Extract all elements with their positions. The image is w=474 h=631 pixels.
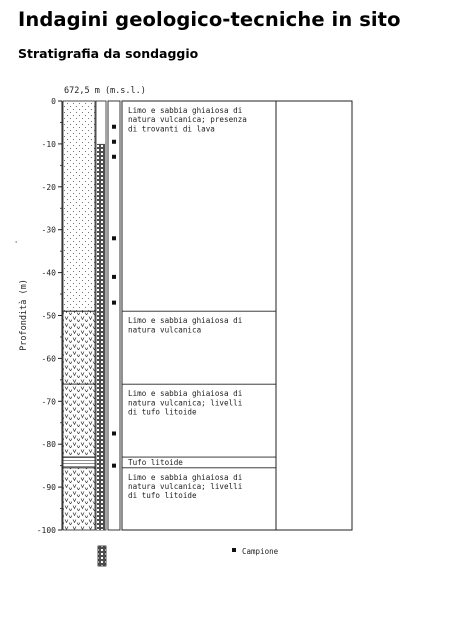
depth-tick-label: -100 — [36, 526, 56, 535]
lithology-column — [63, 101, 95, 530]
depth-tick-label: -60 — [41, 354, 56, 364]
sample-marker — [112, 464, 116, 468]
sample-marker — [112, 431, 116, 435]
samples-column — [108, 101, 120, 530]
sample-marker — [112, 140, 116, 144]
legend-sample-marker — [232, 548, 236, 552]
depth-tick-label: -40 — [41, 268, 56, 278]
depth-tick-label: -80 — [41, 440, 56, 450]
lithology-layer — [63, 468, 95, 530]
lithology-layer — [63, 101, 95, 311]
depth-axis-label: Profondità (m) — [19, 279, 29, 351]
lithology-description: Tufo litoide — [128, 458, 183, 468]
sample-marker — [112, 236, 116, 240]
depth-tick-label: -10 — [41, 139, 56, 149]
sample-marker — [112, 275, 116, 279]
lithology-description: Limo e sabbia ghiaiosa di natura vulcanica; livelli di tufo litoide — [128, 389, 243, 417]
piezometer-column — [96, 101, 106, 530]
legend-sample-label: Campione — [242, 547, 279, 556]
piezometer-filter-section — [97, 144, 105, 530]
depth-tick-label: -90 — [41, 483, 56, 493]
lithology-layer — [63, 384, 95, 457]
depth-tick-label: 0 — [51, 97, 56, 106]
depth-tick-label: -70 — [41, 397, 56, 407]
elevation-label: 672,5 m (m.s.l.) — [64, 86, 146, 96]
lithology-description: Limo e sabbia ghiaiosa di natura vulcanica; livelli di tufo litoide — [128, 472, 243, 501]
sample-marker — [112, 125, 116, 129]
depth-axis — [37, 97, 62, 535]
lithology-description: Limo e sabbia ghiaiosa di natura vulcanica — [128, 316, 243, 335]
depth-tick-label: -20 — [41, 182, 56, 192]
lithology-description: Limo e sabbia ghiaiosa di natura vulcanica; presenza di trovanti di lava — [128, 106, 247, 134]
description-table — [122, 101, 352, 530]
margin-mark: ' — [14, 240, 19, 248]
lithology-layer — [63, 311, 95, 384]
legend-piezometer-swatch — [98, 546, 106, 566]
sample-marker — [112, 155, 116, 159]
depth-tick-label: -50 — [41, 311, 56, 321]
sample-marker — [112, 301, 116, 305]
lithology-layer — [63, 457, 95, 468]
page-title: Indagini geologico-tecniche in sito — [18, 8, 401, 31]
page-subtitle: Stratigrafia da sondaggio — [18, 46, 199, 61]
depth-tick-label: -30 — [41, 225, 56, 235]
